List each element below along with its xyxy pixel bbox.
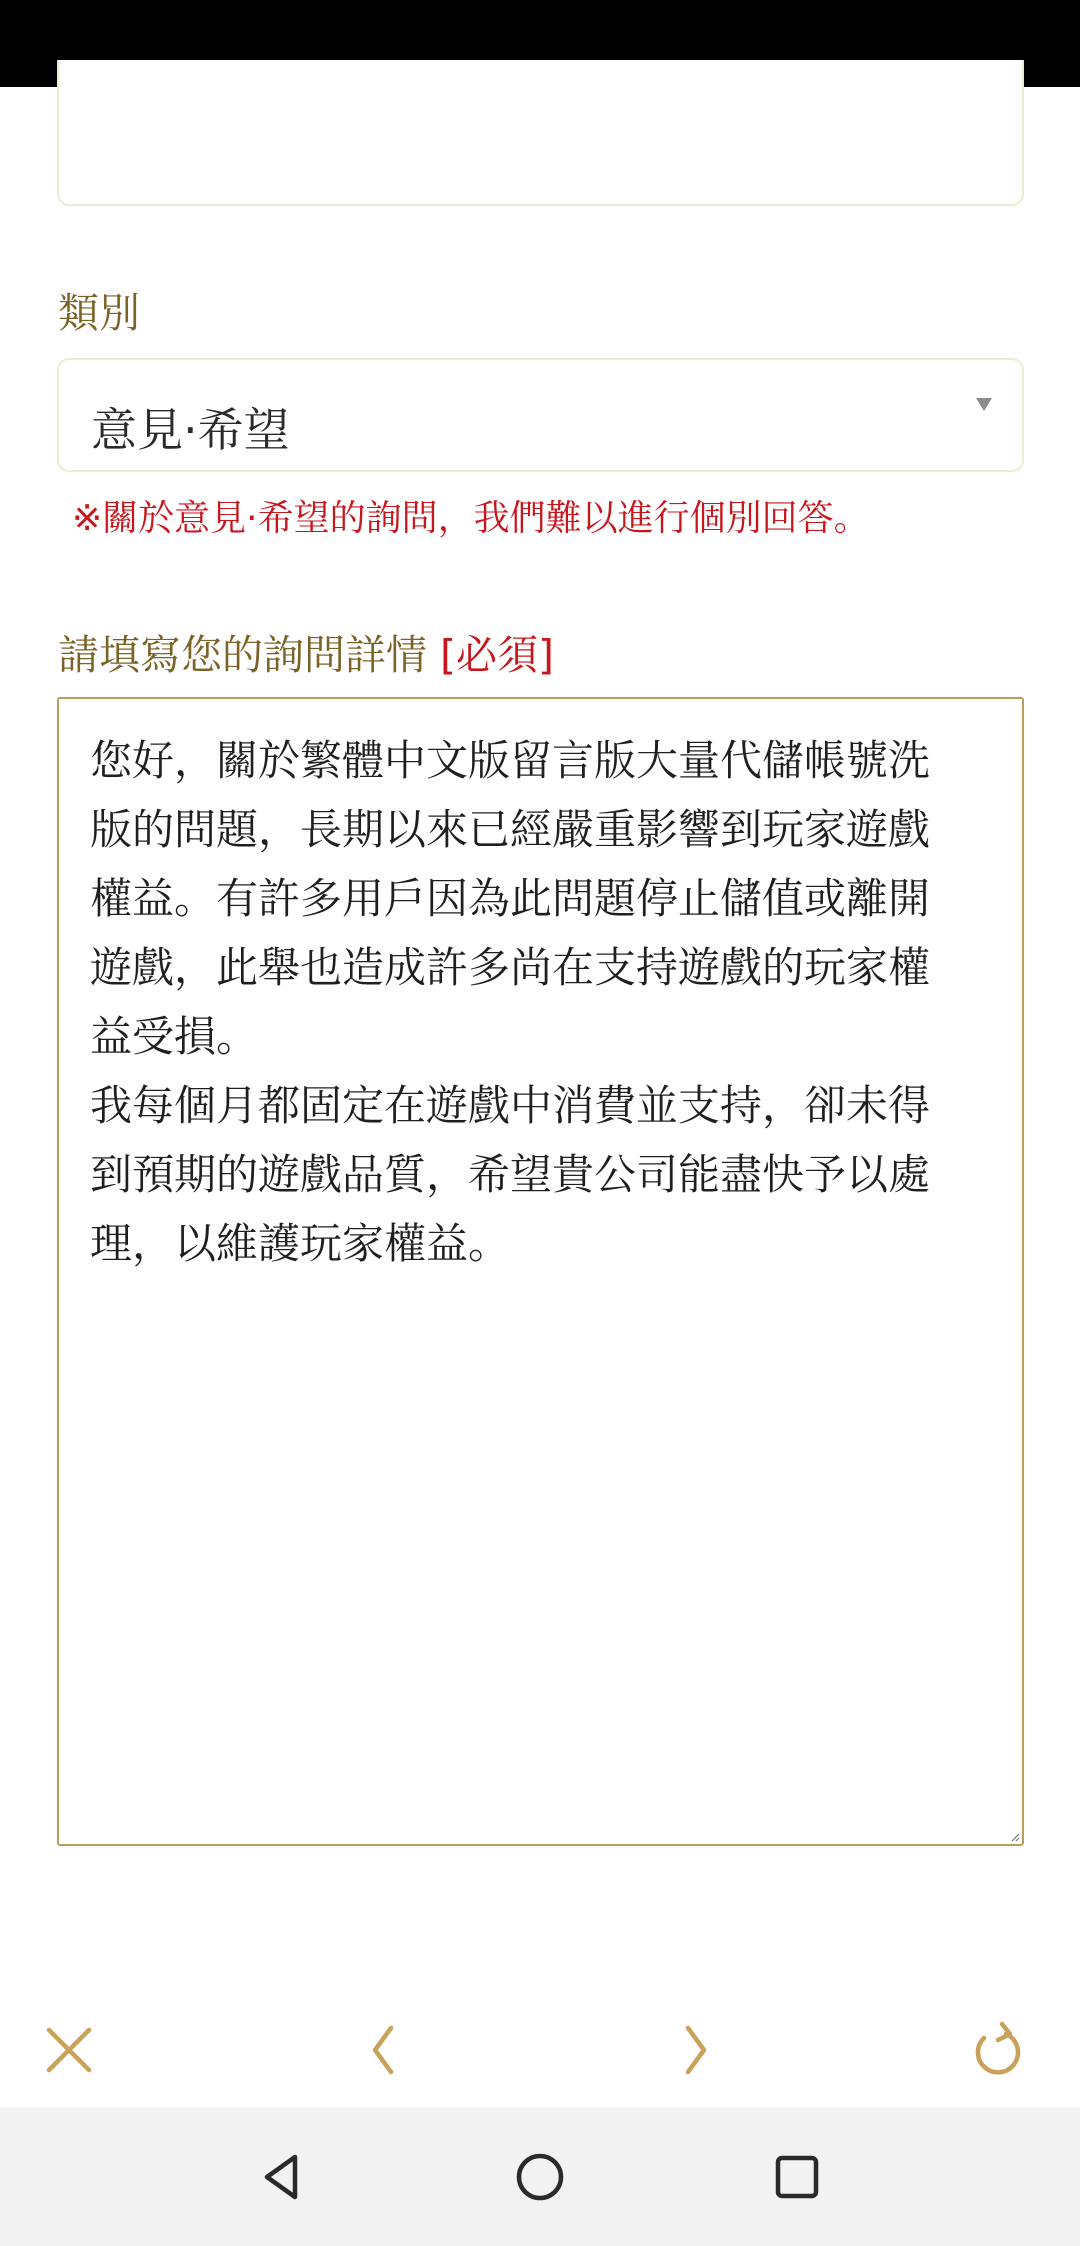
- detail-label: [58, 622, 554, 681]
- category-label-text: 類別: [58, 289, 140, 337]
- nav-back-button[interactable]: [242, 2137, 322, 2217]
- system-navigation-bar: [0, 2107, 1080, 2246]
- required-tag: [必須]: [440, 631, 555, 679]
- previous-field[interactable]: [57, 60, 1024, 206]
- detail-label-text: 請填寫您的詢問詳情: [58, 631, 427, 679]
- nav-back-icon: [257, 2152, 307, 2202]
- category-note: ※關於意見·希望的詢問，我們難以進行個別回答。: [72, 498, 870, 539]
- reload-button[interactable]: [963, 2015, 1033, 2085]
- dropdown-arrow-icon: [976, 398, 992, 411]
- resize-handle-icon[interactable]: [1010, 1832, 1020, 1842]
- inquiry-detail-textarea[interactable]: [57, 697, 1024, 1846]
- forward-icon: [668, 2022, 724, 2078]
- nav-home-icon: [514, 2151, 566, 2203]
- nav-recents-button[interactable]: [757, 2137, 837, 2217]
- reload-icon: [968, 2020, 1028, 2080]
- category-select[interactable]: [57, 358, 1024, 472]
- back-button[interactable]: [348, 2015, 418, 2085]
- forward-button[interactable]: [661, 2015, 731, 2085]
- nav-home-button[interactable]: [500, 2137, 580, 2217]
- inquiry-detail-text[interactable]: 您好，關於繁體中文版留言版大量代儲帳號洗版的問題，長期以來已經嚴重影響到玩家遊戲權益。有許多用戶因為此問題停止儲值或離開遊戲，此舉也造成許多尚在支持遊戲的玩家權益受損。 我每個月都固定在遊戲中消費並支持，卻未得到預期的遊戲品質，希望貴公司能盡快予以處理，以維護玩家權益。: [90, 736, 931, 1268]
- close-button[interactable]: [34, 2015, 104, 2085]
- nav-recents-icon: [773, 2153, 821, 2201]
- close-icon: [41, 2022, 97, 2078]
- category-selected-value: 意見·希望: [91, 403, 290, 457]
- back-icon: [355, 2022, 411, 2078]
- category-label: [58, 280, 140, 339]
